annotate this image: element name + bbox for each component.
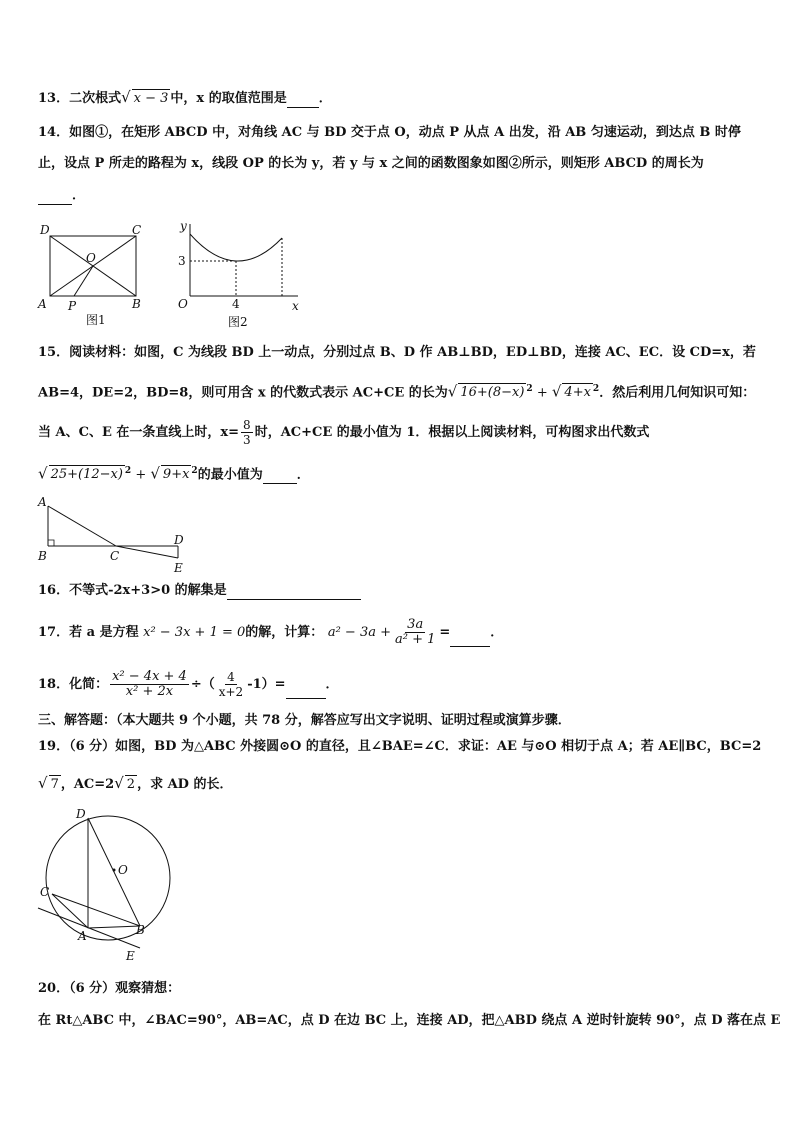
q19-figure xyxy=(36,806,176,990)
q15-figure xyxy=(36,494,188,574)
q15-line3-text: 当 A、C、E 在一条直线上时，x= xyxy=(38,425,240,440)
q18-answer-blank[interactable] xyxy=(286,684,326,699)
fig1-label-o: O xyxy=(86,251,96,265)
fig1-label-c: C xyxy=(132,223,142,237)
q15-fig-label-d: D xyxy=(174,533,184,547)
q17-end: = xyxy=(439,625,451,640)
fig2-y-axis: y xyxy=(180,220,187,233)
q19-line2: √ 7 ，AC=2√ 2 ，求 AD 的长． xyxy=(38,774,233,792)
q15-expr2-a: 25+(12−x) xyxy=(50,467,123,483)
q13-answer-blank[interactable] xyxy=(287,93,319,108)
q14-figure-2 xyxy=(170,220,304,332)
q14-line3 xyxy=(38,187,85,205)
q15-expr2-b: 9+x xyxy=(162,467,190,483)
question-18 xyxy=(38,670,339,699)
q17-prefix: 17．若 a 是方程 xyxy=(38,625,139,640)
q17-middle: 的解，计算： xyxy=(245,625,324,640)
q18-num1: x² − 4x + 4 xyxy=(112,669,187,684)
fig2-x-axis: x xyxy=(292,299,299,313)
question-16 xyxy=(38,582,361,600)
q15-fig-label-c: C xyxy=(110,549,120,563)
q19-fig-label-c: C xyxy=(40,885,50,899)
fig1-label-p: P xyxy=(68,299,77,313)
q19-line1: 19．（6 分）如图，BD 为△ABC 外接圆⊙O 的直径，且∠BAE=∠C．求证：AE 与⊙O 相切于点 A；若 AE∥BC，BC=2 xyxy=(38,739,762,754)
q15-line2-end: ．然后利用几何知识可知： xyxy=(599,385,756,401)
q15-line2-text: AB=4，DE=2，BD=8，则可用含 x 的代数式表示 AC+CE 的长为 xyxy=(38,385,448,401)
q14-figure-1 xyxy=(36,222,148,330)
q14-line2: 止，设点 P 所走的路程为 x，线段 OP 的长为 y，若 y 与 x 之间的函数图象如图②所示，则矩形 ABCD 的周长为 xyxy=(38,156,704,171)
q18-num2: 4 xyxy=(227,670,235,684)
q19-fig-label-b: B xyxy=(136,923,145,937)
q15-expr1-b: 4+x xyxy=(564,385,591,401)
fig2-x-tick: 4 xyxy=(232,297,240,311)
fig1-label-d: D xyxy=(40,223,50,237)
question-17: 17．若 a 是方程 x² − 3x + 1 = 0的解，计算： a² − 3a + $\frac{3a}{\text{a² + 1}}$ = ． xyxy=(38,617,504,647)
q15-frac-num: 8 xyxy=(243,418,251,432)
q15-line4-text: 的最小值为 xyxy=(197,467,263,483)
q15-line3 xyxy=(38,418,649,447)
q17-frac-num: 3a xyxy=(407,617,424,632)
q15-line4: √ 25+(12−x) $^2$ + √ 9+x $^2$的最小值为 ． xyxy=(38,464,310,483)
question-13: 13．二次根式√ x − 3 中，x 的取值范围是 ． xyxy=(38,88,332,106)
q15-line1: 15．阅读材料：如图，C 为线段 BD 上一动点，分别过点 B、D 作 AB⊥BD，ED⊥BD，连接 AC、EC．设 CD=x，若 xyxy=(38,345,756,360)
fig2-origin: O xyxy=(178,297,188,311)
q18-den1: x² + 2x xyxy=(125,684,174,699)
q15-frac-den: 3 xyxy=(243,433,251,447)
q19-line2-b: ，AC=2 xyxy=(60,777,115,792)
q18-end: ． xyxy=(325,677,339,692)
fig1-label-a: A xyxy=(38,297,47,311)
q18-after: -1）= xyxy=(247,677,286,692)
q17-answer-blank[interactable] xyxy=(450,632,490,647)
q13-suffix: 中，x 的取值范围是 xyxy=(170,91,287,106)
q17-equation: x² − 3x + 1 = 0 xyxy=(143,625,246,640)
q13-radicand: x − 3 xyxy=(133,91,169,106)
q14-line1: 14．如图①，在矩形 ABCD 中，对角线 AC 与 BD 交于点 O，动点 P 从点 A 出发，沿 AB 匀速运动，到达点 B 时停 xyxy=(38,125,741,140)
q19-fig-label-d: D xyxy=(76,807,86,821)
fig2-y-tick: 3 xyxy=(178,254,186,268)
q19-fig-label-e: E xyxy=(126,949,135,963)
q19-line2-d: ，求 AD 的长． xyxy=(137,777,233,792)
q15-line3-end: 时，AC+CE 的最小值为 1．根据以上阅读材料，可构图求出代数式 xyxy=(254,425,650,440)
q15-expr1-a: 16+(8−x) xyxy=(460,385,525,401)
q14-answer-blank[interactable] xyxy=(38,190,72,205)
fig1-label-b: B xyxy=(132,297,141,311)
q15-end: ． xyxy=(296,467,310,483)
q15-line2: AB=4，DE=2，BD=8，则可用含 x 的代数式表示 AC+CE 的长为√ 16+(8−x) $^2$ + √ 4+x $^2$．然后利用几何知识可知： xyxy=(38,382,756,401)
q16-text: 16．不等式-2x+3>0 的解集是 xyxy=(38,583,227,598)
q15-fig-label-b: B xyxy=(38,549,47,563)
q15-fig-label-a: A xyxy=(38,495,47,509)
q13-end: ． xyxy=(318,91,332,106)
q19-sqrt7: 7 xyxy=(50,777,59,792)
section-3-heading: 三、解答题：（本大题共 9 个小题，共 78 分，解答应写出文字说明、证明过程或演算步骤． xyxy=(38,713,571,728)
q18-op: ÷（ xyxy=(190,677,215,692)
fig1-caption: 图1 xyxy=(86,313,106,327)
q20-line1: 20．（6 分）观察猜想： xyxy=(38,981,181,996)
q13-prefix: 13．二次根式 xyxy=(38,91,122,106)
q18-prefix: 18．化简： xyxy=(38,677,109,692)
q15-answer-blank[interactable] xyxy=(263,469,297,484)
q18-den2: x+2 xyxy=(218,685,244,699)
q17-frac-den: a² + 1 xyxy=(395,632,436,647)
q19-fig-label-o: O xyxy=(118,863,128,877)
q17-expr: a² − 3a + xyxy=(327,625,391,640)
q19-fig-label-a: A xyxy=(78,929,87,943)
q15-fig-label-e: E xyxy=(174,561,183,574)
q14-end: ． xyxy=(72,188,86,203)
q19-sqrt2: 2 xyxy=(126,777,136,792)
q16-answer-blank[interactable] xyxy=(227,585,361,600)
q20-line2: 在 Rt△ABC 中，∠BAC=90°，AB=AC，点 D 在边 BC 上，连接 AD，把△ABD 绕点 A 逆时针旋转 90°，点 D 落在点 E xyxy=(38,1013,781,1028)
fig2-caption: 图2 xyxy=(228,315,248,329)
